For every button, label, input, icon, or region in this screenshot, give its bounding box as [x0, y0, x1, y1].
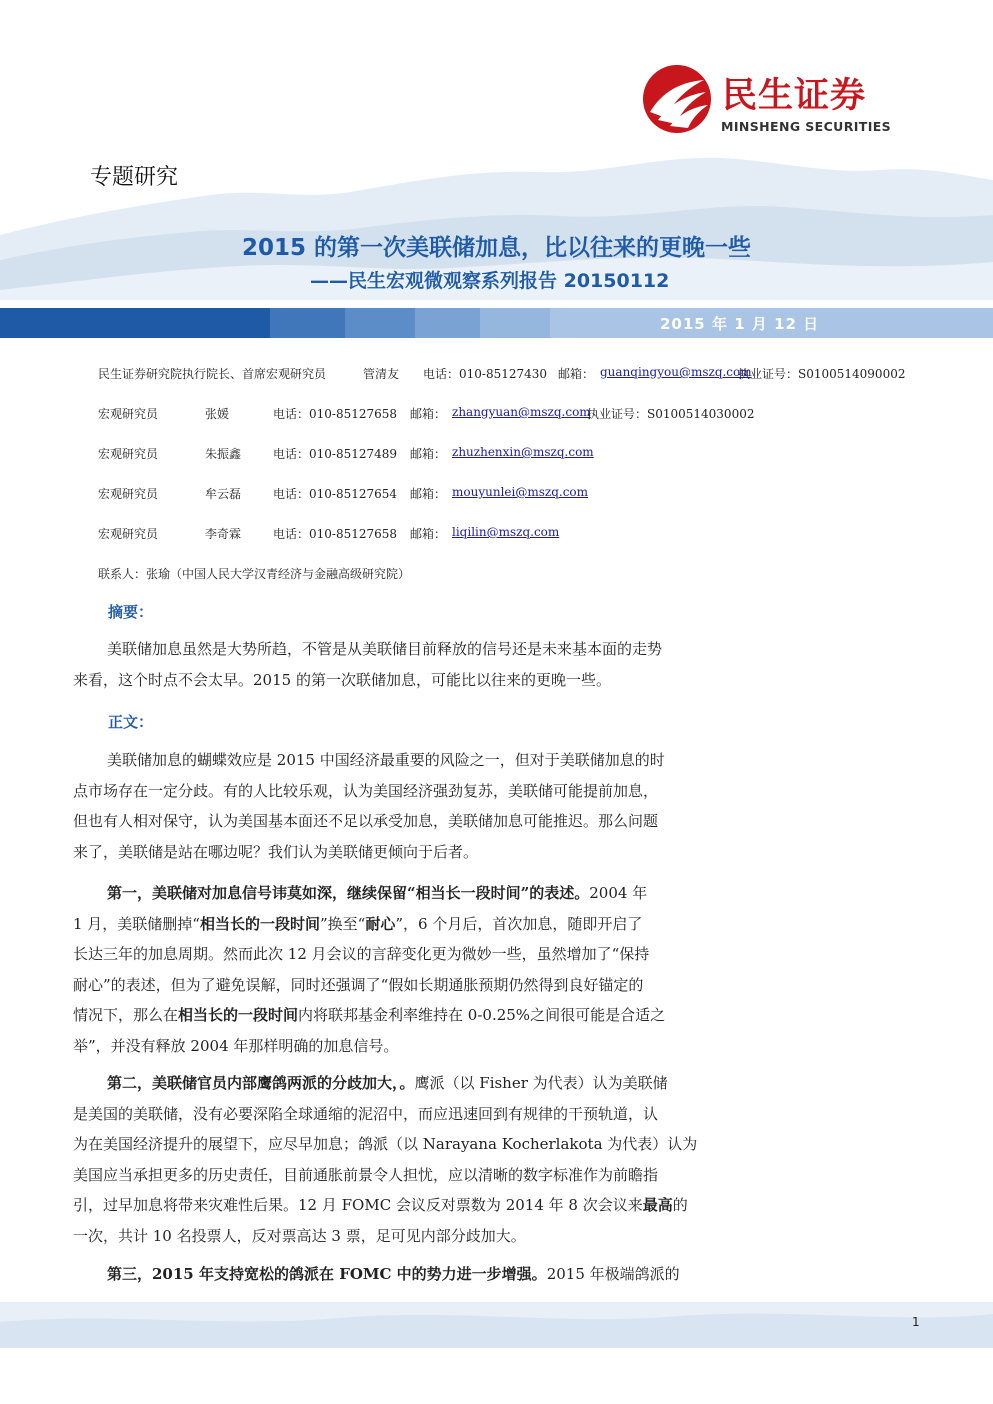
brand-name-cn: 民生证券: [722, 76, 867, 116]
body-heading: 正文：: [108, 713, 154, 731]
text-line: 来了，美联储是站在哪边呢？我们认为美联储更倾向于后者。: [73, 842, 479, 861]
bold-term: 相当长的一段时间: [199, 914, 320, 933]
author-mail-label: 邮箱：: [410, 447, 447, 461]
author-email-link[interactable]: liqilin@mszq.com: [452, 525, 560, 539]
author-cert: 执业证号：S0100514090002: [738, 367, 906, 381]
text-line: 美联储加息的蝴蝶效应是 2015 中国经济最重要的风险之一，但对于美联储加息的时: [107, 751, 665, 769]
text-span: 1 月，美联储删掉“: [73, 914, 200, 933]
brand-logo: [640, 62, 920, 142]
text-line: 来看，这个时点不会太早。2015 的第一次联储加息，可能比以往来的更晚一些。: [73, 670, 611, 689]
author-mail-label: 邮箱：: [410, 527, 447, 541]
bold-term: 最高: [642, 1196, 673, 1214]
report-title: 2015 的第一次美联储加息，比以往来的更晚一些: [241, 235, 752, 261]
text-line: [73, 1000, 748, 1031]
author-phone: 电话：010-85127658: [273, 527, 398, 541]
text-line: [73, 1068, 748, 1099]
bold-lead: 第二，美联储官员内部鹰鸽两派的分歧加大，。: [107, 1074, 415, 1092]
author-role: 宏观研究员: [98, 407, 159, 421]
author-name: 管清友: [363, 367, 400, 381]
author-email-link[interactable]: guanqingyou@mszq.com: [600, 365, 752, 379]
author-mail-label: 邮箱：: [410, 487, 447, 501]
report-category: 专题研究: [90, 165, 179, 190]
text-span: 鹰派（以 Fisher 为代表）认为美联储: [414, 1074, 668, 1092]
minsheng-logo-icon: [640, 62, 714, 136]
text-line: [73, 1259, 748, 1290]
contact-person: 联系人：张瑜（中国人民大学汉青经济与金融高级研究院）: [98, 567, 411, 581]
footer-mountain-band: [0, 1302, 993, 1348]
text-span: 情况下，那么在: [73, 1006, 179, 1024]
body-paragraph-1: [73, 745, 748, 867]
text-span: ”，6 个月后，首次加息，随即开启了: [395, 914, 643, 933]
text-line: 点市场存在一定分歧。有的人比较乐观，认为美国经济强劲复苏，美联储可能提前加息，: [73, 781, 659, 800]
author-name: 张媛: [205, 407, 230, 421]
report-subtitle: ——民生宏观微观察系列报告 20150112: [310, 270, 670, 292]
report-date: 2015 年 1 月 12 日: [660, 315, 820, 333]
text-span: 引，过早加息将带来灾难性后果。12 月 FOMC 会议反对票数为 2014 年 8 次会议来: [73, 1196, 643, 1214]
body-paragraph-3: [73, 1068, 748, 1251]
author-mail-label: 邮箱：: [558, 367, 595, 381]
page-number: 1: [912, 1315, 920, 1329]
text-line: [73, 1190, 748, 1221]
text-line: 但也有人相对保守，认为美国基本面还不足以承受加息，美联储加息可能推迟。那么问题: [73, 812, 659, 830]
text-line: 美国应当承担更多的历史责任，目前通胀前景令人担忧，应以清晰的数字标准作为前瞻指: [73, 1165, 659, 1184]
text-span: 2004 年: [589, 884, 648, 902]
author-name: 李奇霖: [205, 527, 242, 541]
text-span: 2015 年极端鸽派的: [546, 1265, 680, 1283]
author-name: 朱振鑫: [205, 447, 242, 461]
text-line: [73, 909, 748, 940]
text-line: 是美国的美联储，没有必要深陷全球通缩的泥沼中，而应迅速回到有规律的干预轨道，认: [73, 1104, 659, 1123]
text-line: 举”，并没有释放 2004 年那样明确的加息信号。: [73, 1036, 399, 1055]
text-line: 为在美国经济提升的展望下，应尽早加息；鸽派（以 Narayana Kocherlakota 为代表）认为: [73, 1135, 698, 1153]
bold-lead: 第一，美联储对加息信号讳莫如深，继续保留“相当长一段时间”的表述。: [107, 884, 590, 902]
author-phone: 电话：010-85127489: [273, 447, 398, 461]
bold-term: 相当长的一段时间: [178, 1006, 299, 1024]
abstract-paragraph: [73, 634, 748, 695]
text-line: 长达三年的加息周期。然而此次 12 月会议的言辞变化更为微妙一些，虽然增加了“保持: [73, 945, 650, 963]
text-line: 一次，共计 10 名投票人，反对票高达 3 票，足可见内部分歧加大。: [73, 1226, 526, 1245]
brand-name-en: MINSHENG SECURITIES: [721, 119, 892, 134]
author-role: 宏观研究员: [98, 527, 159, 541]
author-role: 民生证券研究院执行院长、首席宏观研究员: [98, 367, 327, 381]
date-bar: [0, 308, 993, 338]
text-span: 的: [672, 1196, 688, 1214]
author-phone: 电话：010-85127430: [423, 367, 548, 381]
author-role: 宏观研究员: [98, 487, 159, 501]
author-cert: 执业证号：S0100514030002: [587, 407, 755, 421]
abstract-heading: 摘要：: [108, 603, 154, 621]
body-paragraph-2: [73, 878, 748, 1061]
text-span: ”换至“: [320, 914, 366, 933]
bold-lead: 第三，2015 年支持宽松的鸽派在 FOMC 中的势力进一步增强。: [107, 1265, 547, 1283]
text-line: [73, 878, 748, 909]
author-name: 牟云磊: [205, 487, 242, 501]
text-span: 内将联邦基金利率维持在 0-0.25%之间很可能是合适之: [298, 1006, 666, 1024]
author-mail-label: 邮箱：: [410, 407, 447, 421]
author-phone: 电话：010-85127654: [273, 487, 398, 501]
author-role: 宏观研究员: [98, 447, 159, 461]
author-email-link[interactable]: mouyunlei@mszq.com: [452, 485, 589, 499]
bold-term: 耐心: [365, 914, 396, 933]
author-email-link[interactable]: zhangyuan@mszq.com: [452, 405, 591, 419]
text-line: 美联储加息虽然是大势所趋，不管是从美联储目前释放的信号还是未来基本面的走势: [107, 640, 663, 658]
author-phone: 电话：010-85127658: [273, 407, 398, 421]
author-email-link[interactable]: zhuzhenxin@mszq.com: [452, 445, 594, 459]
body-paragraph-4: [73, 1259, 748, 1290]
text-line: 耐心”的表述，但为了避免误解，同时还强调了“假如长期通胀预期仍然得到良好锚定的: [73, 975, 644, 994]
